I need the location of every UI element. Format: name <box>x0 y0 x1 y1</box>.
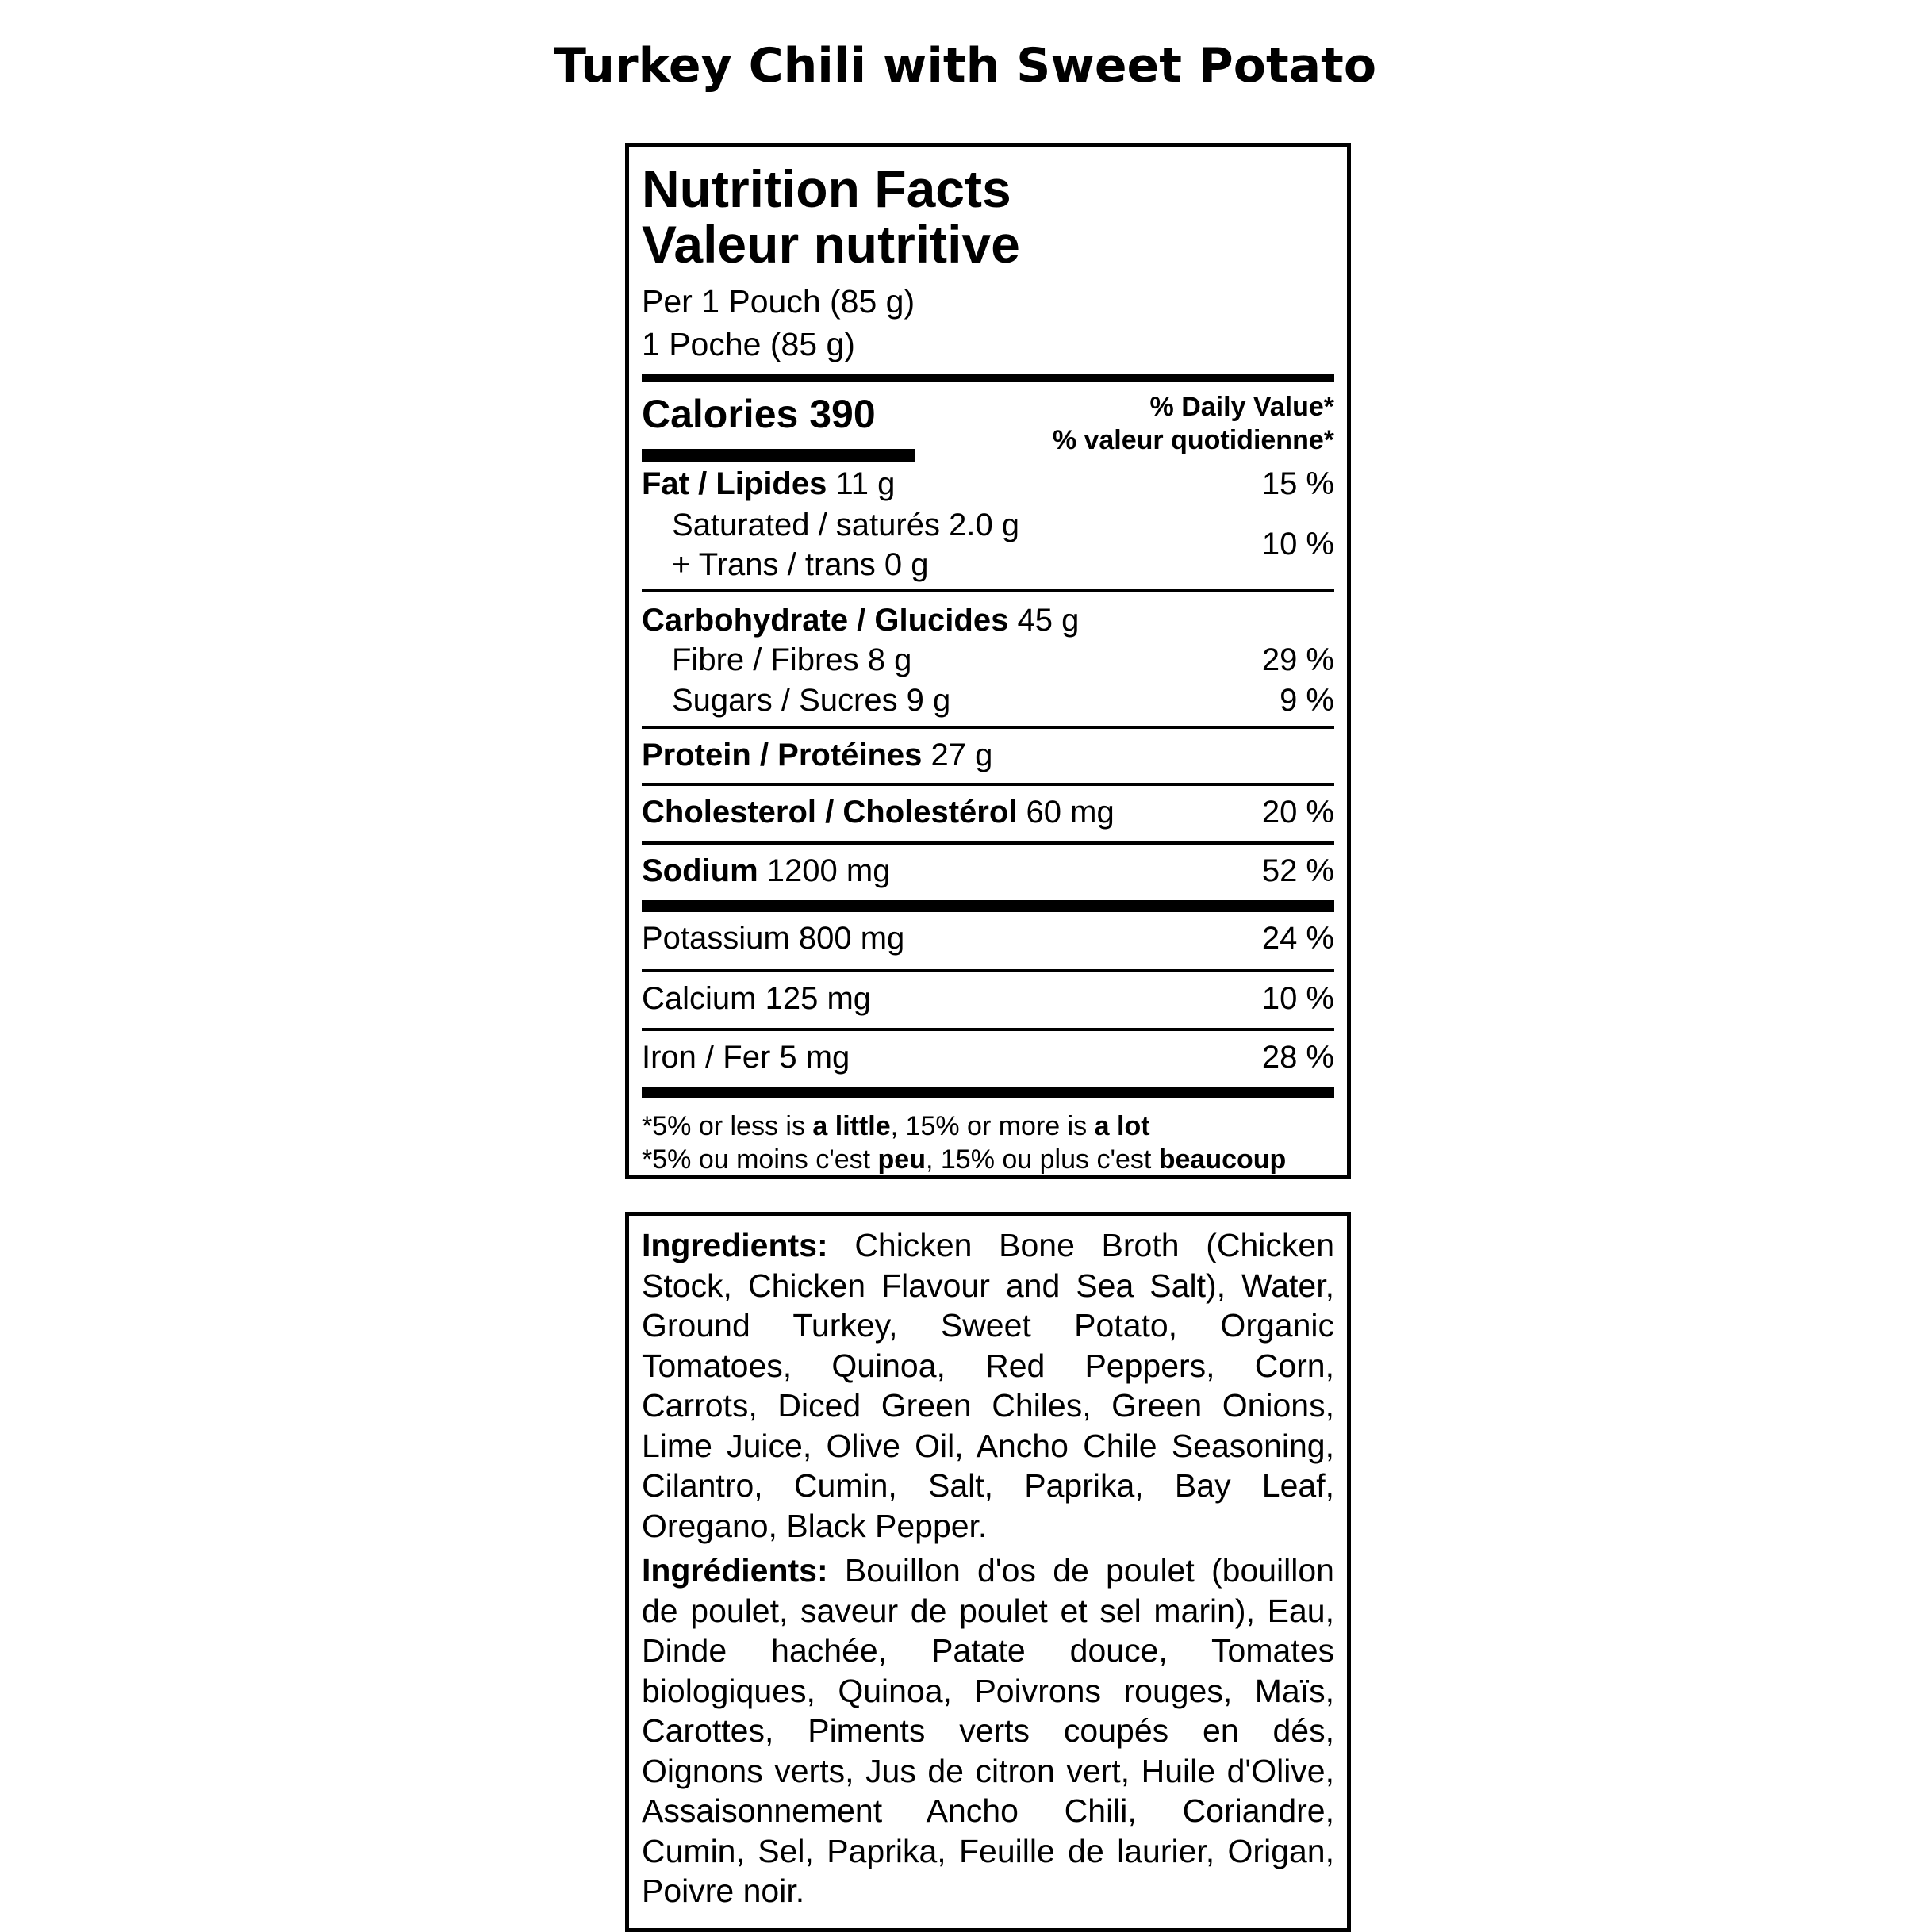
fat-row <box>642 464 1334 505</box>
sugars-text: Sugars / Sucres 9 g <box>672 683 951 718</box>
nutrition-heading-en: Nutrition Facts <box>642 159 1011 218</box>
ingredients-en-text: Chicken Bone Broth (Chicken Stock, Chicken Flavour and Sea Salt), Water, Ground Turkey, Sweet Potato, Organic Tomatoes, Quinoa, Red Peppers, Corn, Carrots, Diced Green Chiles, Green Onions, Lime Juice, Olive Oil, Ancho Chile Seasoning, Cilantro, Cumin, Salt, Paprika, Bay Leaf, Oregano, Black Pepper. <box>642 1227 1334 1544</box>
carbohydrate-row <box>642 592 1334 640</box>
footnote-en: *5% or less is a little, 15% or more is a lot <box>642 1111 1150 1141</box>
cholesterol-label: Cholesterol / Cholestérol <box>642 795 1018 830</box>
calories-label: Calories 390 <box>642 392 876 436</box>
iron-row <box>642 1031 1334 1087</box>
serving-size-fr: 1 Poche (85 g) <box>642 326 855 362</box>
fat-label: Fat / Lipides <box>642 466 827 501</box>
carbohydrate-label: Carbohydrate / Glucides <box>642 603 1009 638</box>
sodium-label: Sodium <box>642 853 758 888</box>
trans-text: + Trans / trans 0 g <box>672 547 929 582</box>
divider-thick <box>642 374 1334 382</box>
protein-row <box>642 729 1334 783</box>
potassium-percent: 24 % <box>1261 921 1334 956</box>
cholesterol-percent: 20 % <box>1261 795 1334 830</box>
fibre-percent: 29 % <box>1261 642 1334 677</box>
sat-trans-percent: 10 % <box>1261 527 1334 562</box>
ingredients-en <box>642 1225 1334 1546</box>
ingredients-fr-text: Bouillon d'os de poulet (bouillon de poulet, saveur de poulet et sel marin), Eau, Dinde hachée, Patate douce, Tomates biologiques, Quinoa, Poivrons rouges, Maïs, Carottes, Piments verts coupés en dés, Oignons verts, Jus de citron vert, Huile d'Olive, Assaisonnement Ancho Chili, Coriandre, Cumin, Sel, Paprika, Feuille de laurier, Origan, Poivre noir. <box>642 1552 1334 1909</box>
fat-amount: 11 g <box>835 466 896 501</box>
protein-label: Protein / Protéines <box>642 738 923 772</box>
calories-bar <box>642 449 915 462</box>
ingredients-fr <box>642 1551 1334 1911</box>
footnote-fr: *5% ou moins c'est peu, 15% ou plus c'est beaucoup <box>642 1144 1287 1175</box>
calcium-text: Calcium 125 mg <box>642 981 872 1016</box>
daily-value-header-fr: % valeur quotidienne* <box>1052 425 1334 455</box>
cholesterol-amount: 60 mg <box>1026 795 1115 830</box>
calcium-row <box>642 972 1334 1028</box>
iron-percent: 28 % <box>1261 1040 1334 1075</box>
ingredients-fr-label: Ingrédients: <box>642 1552 828 1589</box>
daily-value-header-en: % Daily Value* <box>1149 392 1334 422</box>
saturated-row <box>642 505 1334 545</box>
footnote <box>642 1110 1334 1176</box>
sodium-amount: 1200 mg <box>766 853 891 888</box>
serving-size <box>642 280 1334 366</box>
fibre-row <box>642 640 1334 680</box>
protein-amount: 27 g <box>930 738 993 772</box>
divider-heavy <box>642 1087 1334 1098</box>
calories-value: 390 <box>809 392 876 436</box>
sodium-percent: 52 % <box>1261 853 1334 888</box>
potassium-row <box>642 912 1334 969</box>
trans-row <box>642 527 1334 589</box>
daily-value-header <box>1053 390 1334 457</box>
nutrition-heading-fr: Valeur nutritive <box>642 215 1020 274</box>
carbohydrate-amount: 45 g <box>1017 603 1080 638</box>
iron-text: Iron / Fer 5 mg <box>642 1040 850 1075</box>
saturated-text: Saturated / saturés 2.0 g <box>672 508 1020 542</box>
calories-row <box>642 382 1334 464</box>
divider-heavy <box>642 900 1334 912</box>
potassium-text: Potassium 800 mg <box>642 921 905 956</box>
sodium-row <box>642 845 1334 900</box>
nutrition-heading <box>642 161 1334 272</box>
sugars-percent: 9 % <box>1280 683 1334 718</box>
ingredients-en-label: Ingredients: <box>642 1227 828 1263</box>
fat-percent: 15 % <box>1261 466 1334 501</box>
nutrition-facts-panel <box>625 143 1351 1179</box>
ingredients-panel <box>625 1212 1351 1932</box>
serving-size-en: Per 1 Pouch (85 g) <box>642 283 915 320</box>
sugars-row <box>642 680 1334 726</box>
cholesterol-row <box>642 786 1334 841</box>
fibre-text: Fibre / Fibres 8 g <box>672 642 912 677</box>
page-title: Turkey Chili with Sweet Potato <box>553 38 1377 94</box>
calcium-percent: 10 % <box>1261 981 1334 1016</box>
